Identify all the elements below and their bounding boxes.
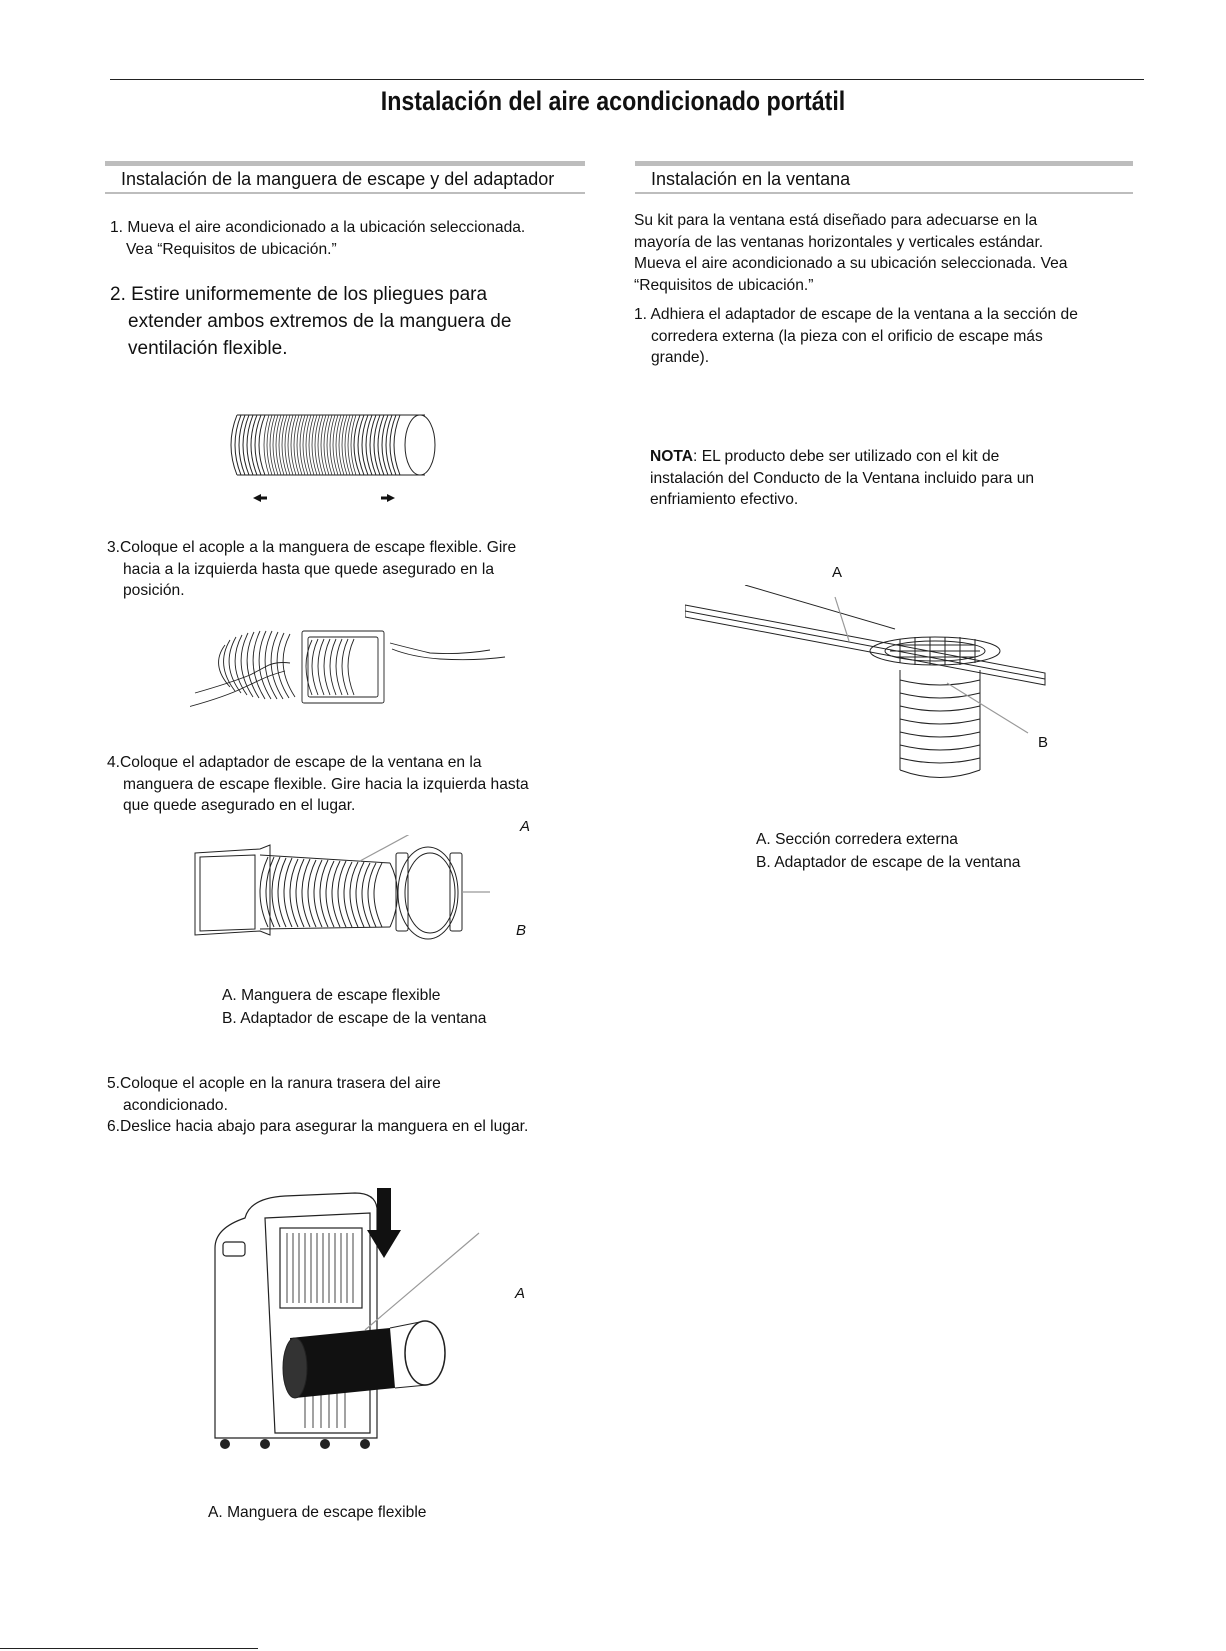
step-text: corredera externa (la pieza con el orificio de escape más — [651, 327, 1043, 345]
step-number: 1. — [634, 306, 648, 323]
step-number: 1. — [110, 219, 124, 236]
step-text: acondicionado. — [123, 1096, 228, 1114]
section-heading-window — [635, 161, 1133, 194]
page-title: Instalación del aire acondicionado portátil — [380, 86, 846, 116]
step-text: Adhiera el adaptador de escape de la ventana a la sección de — [650, 306, 1078, 323]
step-text: manguera de escape flexible. Gire hacia la izquierda hasta — [123, 775, 529, 793]
section-heading-hose — [105, 161, 585, 194]
intro-line: Mueva el aire acondicionado a su ubicación seleccionada. Vea — [634, 255, 1068, 272]
step-number: 6. — [107, 1118, 121, 1135]
window-kit-figure — [685, 585, 1055, 795]
step-text: hacia a la izquierda hasta que quede asegurado en la — [123, 560, 495, 578]
step-number: 5. — [107, 1075, 121, 1092]
intro-line: Su kit para la ventana está diseñado para adecuarse en la — [634, 212, 1038, 229]
step-4 — [107, 752, 587, 817]
step-text: que quede asegurado en el lugar. — [123, 797, 356, 814]
step-1 — [110, 217, 590, 260]
step-5 — [107, 1073, 597, 1138]
step-text: Estire uniformemente de los pliegues para — [131, 284, 488, 305]
note-label: NOTA — [650, 448, 694, 465]
caption-line: A. Manguera de escape flexible — [208, 1504, 427, 1521]
fig4-label-b: B — [516, 922, 527, 939]
step-text: extender ambos extremos de la manguera de — [128, 311, 512, 332]
step-text: Mueva el aire acondicionado a la ubicación seleccionada. — [127, 219, 526, 236]
hose-adapter-figure — [190, 835, 510, 955]
fig6-caption — [208, 1501, 426, 1524]
step-number: 2. — [110, 284, 126, 305]
step-text: Coloque el acople en la ranura trasera del aire — [120, 1075, 441, 1092]
step-2 — [110, 281, 590, 362]
caption-line: A. Manguera de escape flexible — [222, 987, 441, 1004]
window-intro — [634, 210, 1154, 296]
note-text: instalación del Conducto de la Ventana incluido para un — [650, 469, 1035, 487]
caption-line: B. Adaptador de escape de la ventana — [756, 854, 1021, 871]
step-text: posición. — [123, 582, 185, 599]
step-number: 4. — [107, 754, 121, 771]
fig4-caption — [222, 984, 486, 1030]
step-3 — [107, 537, 587, 602]
caption-line: B. Adaptador de escape de la ventana — [222, 1010, 487, 1027]
note-text: : EL producto debe ser utilizado con el kit de — [693, 448, 1000, 465]
fig4-label-a: A — [520, 818, 531, 835]
step-text: Deslice hacia abajo para asegurar la manguera en el lugar. — [120, 1118, 529, 1135]
step-text: Vea “Requisitos de ubicación.” — [126, 240, 337, 258]
caption-line: A. Sección corredera externa — [756, 831, 958, 848]
coupler-attach-figure — [190, 625, 520, 725]
window-fig-label-a: A — [832, 564, 843, 581]
step-text: ventilación flexible. — [128, 338, 288, 359]
step-number: 3. — [107, 539, 121, 556]
window-fig-caption — [756, 828, 1020, 874]
intro-line: “Requisitos de ubicación.” — [634, 276, 814, 294]
ac-unit-figure — [205, 1188, 525, 1463]
step-text: Coloque el adaptador de escape de la ventana en la — [120, 754, 482, 771]
step-text: Coloque el acople a la manguera de escape flexible. Gire — [120, 539, 517, 556]
window-step-1 — [634, 304, 1154, 369]
intro-line: mayoría de las ventanas horizontales y verticales estándar. — [634, 233, 1044, 251]
section-heading-hose-text: Instalación de la manguera de escape y del adaptador — [121, 169, 555, 189]
step-text: grande). — [651, 349, 710, 366]
note-block — [650, 446, 1150, 511]
note-text: enfriamiento efectivo. — [650, 491, 799, 508]
fig6-label-a: A — [515, 1285, 526, 1302]
bottom-rule — [0, 1648, 258, 1649]
hose-extend-figure — [225, 410, 445, 510]
window-fig-label-b: B — [1038, 734, 1049, 751]
top-rule — [110, 79, 1144, 80]
section-heading-window-text: Instalación en la ventana — [651, 169, 851, 189]
